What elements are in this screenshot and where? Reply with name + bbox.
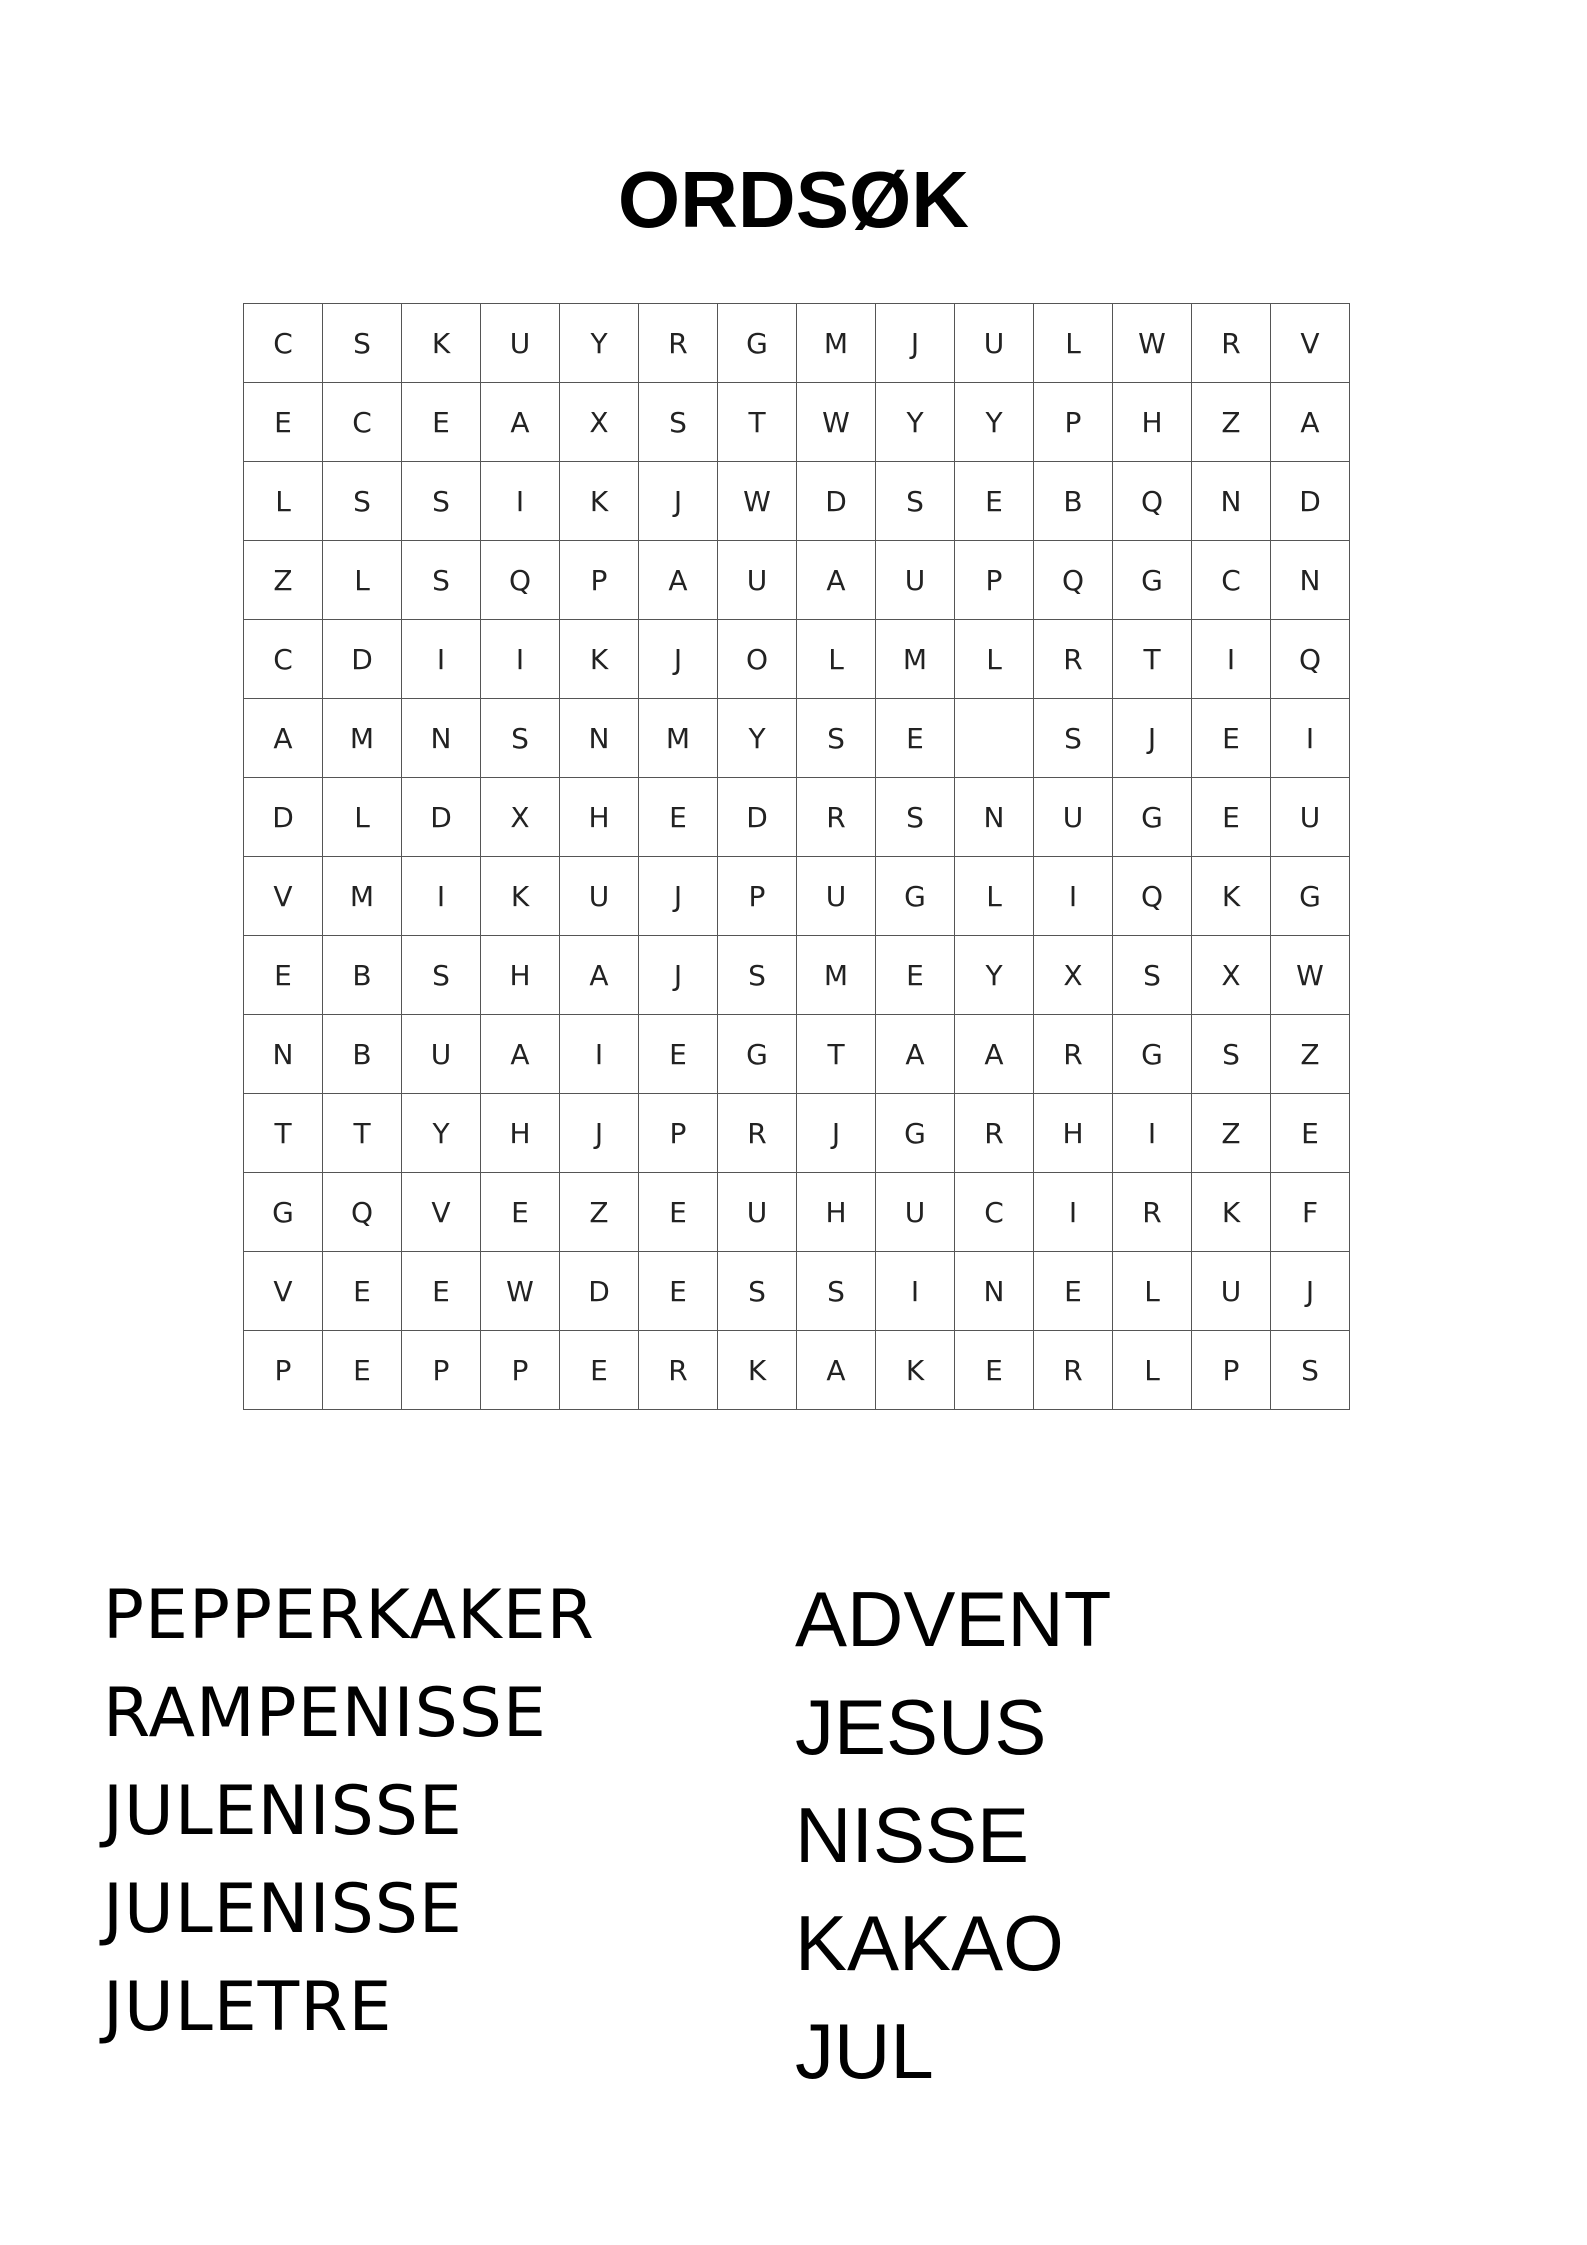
grid-cell[interactable]: E xyxy=(1192,778,1271,857)
grid-cell[interactable]: X xyxy=(481,778,560,857)
grid-cell[interactable]: M xyxy=(323,699,402,778)
grid-row xyxy=(244,620,1350,699)
grid-cell[interactable]: S xyxy=(718,936,797,1015)
grid-cell[interactable]: S xyxy=(639,383,718,462)
grid-cell[interactable]: B xyxy=(1034,462,1113,541)
grid-cell[interactable]: Z xyxy=(244,541,323,620)
grid-cell[interactable]: U xyxy=(718,541,797,620)
grid-cell[interactable]: D xyxy=(402,778,481,857)
grid-cell[interactable]: R xyxy=(797,778,876,857)
grid-cell[interactable]: E xyxy=(1192,699,1271,778)
grid-cell[interactable]: H xyxy=(1034,1094,1113,1173)
grid-cell[interactable]: A xyxy=(481,383,560,462)
word-list-right xyxy=(795,1565,1111,2105)
grid-cell[interactable]: E xyxy=(876,936,955,1015)
grid-cell[interactable]: Q xyxy=(1113,857,1192,936)
word-list-item: JESUS xyxy=(795,1683,1047,1771)
grid-row xyxy=(244,1173,1350,1252)
grid-cell[interactable]: J xyxy=(797,1094,876,1173)
grid-cell[interactable]: I xyxy=(1034,1173,1113,1252)
grid-cell[interactable]: X xyxy=(1192,936,1271,1015)
grid-cell[interactable]: Q xyxy=(481,541,560,620)
grid-cell[interactable]: U xyxy=(955,304,1034,383)
grid-cell[interactable]: S xyxy=(718,1252,797,1331)
grid-cell[interactable]: I xyxy=(402,857,481,936)
word-list-item: JULENISSE xyxy=(103,1772,463,1851)
grid-cell[interactable]: R xyxy=(1034,620,1113,699)
grid-cell[interactable]: V xyxy=(244,1252,323,1331)
grid-cell[interactable]: K xyxy=(1192,857,1271,936)
grid-cell[interactable]: A xyxy=(955,1015,1034,1094)
grid-cell[interactable]: T xyxy=(797,1015,876,1094)
word-list-item: NISSE xyxy=(795,1791,1030,1879)
grid-cell[interactable]: U xyxy=(718,1173,797,1252)
grid-cell[interactable]: A xyxy=(797,541,876,620)
grid-cell[interactable]: H xyxy=(1113,383,1192,462)
grid-cell[interactable]: J xyxy=(639,857,718,936)
grid-cell[interactable]: J xyxy=(560,1094,639,1173)
grid-cell[interactable]: Y xyxy=(876,383,955,462)
grid-cell[interactable]: R xyxy=(639,304,718,383)
word-list-item: JULENISSE xyxy=(103,1870,463,1949)
grid-cell[interactable]: J xyxy=(876,304,955,383)
grid-row xyxy=(244,857,1350,936)
grid-cell[interactable]: Z xyxy=(1192,1094,1271,1173)
grid-cell[interactable]: P xyxy=(244,1331,323,1410)
grid-cell[interactable]: R xyxy=(718,1094,797,1173)
grid-cell[interactable]: K xyxy=(1192,1173,1271,1252)
grid-cell[interactable]: H xyxy=(481,1094,560,1173)
grid-cell[interactable]: L xyxy=(323,778,402,857)
grid-cell[interactable]: N xyxy=(560,699,639,778)
grid-cell[interactable]: S xyxy=(1192,1015,1271,1094)
grid-cell[interactable]: O xyxy=(718,620,797,699)
grid-cell[interactable]: J xyxy=(639,936,718,1015)
grid-cell[interactable]: T xyxy=(1113,620,1192,699)
grid-cell[interactable]: M xyxy=(797,304,876,383)
grid-cell[interactable]: T xyxy=(718,383,797,462)
grid-cell[interactable]: H xyxy=(560,778,639,857)
grid-cell[interactable]: K xyxy=(560,462,639,541)
grid-cell[interactable]: S xyxy=(1034,699,1113,778)
grid-cell[interactable]: J xyxy=(1271,1252,1350,1331)
grid-row xyxy=(244,462,1350,541)
grid-cell[interactable]: E xyxy=(481,1173,560,1252)
grid-cell[interactable]: T xyxy=(323,1094,402,1173)
grid-cell[interactable]: D xyxy=(1271,462,1350,541)
grid-cell[interactable]: W xyxy=(718,462,797,541)
grid-cell[interactable]: L xyxy=(323,541,402,620)
grid-row xyxy=(244,778,1350,857)
grid-cell[interactable]: U xyxy=(1271,778,1350,857)
grid-cell[interactable]: Y xyxy=(955,936,1034,1015)
grid-cell[interactable]: K xyxy=(560,620,639,699)
grid-cell[interactable]: L xyxy=(1113,1331,1192,1410)
grid-row xyxy=(244,541,1350,620)
grid-cell[interactable]: C xyxy=(955,1173,1034,1252)
grid-cell[interactable]: Y xyxy=(560,304,639,383)
grid-cell[interactable]: M xyxy=(797,936,876,1015)
grid-cell[interactable]: N xyxy=(955,1252,1034,1331)
grid-cell[interactable]: W xyxy=(797,383,876,462)
grid-cell[interactable]: Q xyxy=(323,1173,402,1252)
grid-cell[interactable]: U xyxy=(797,857,876,936)
grid-cell[interactable]: Q xyxy=(1034,541,1113,620)
grid-cell[interactable]: W xyxy=(1113,304,1192,383)
grid-cell[interactable]: U xyxy=(560,857,639,936)
grid-cell[interactable]: E xyxy=(639,778,718,857)
grid-cell[interactable]: D xyxy=(244,778,323,857)
grid-row xyxy=(244,1094,1350,1173)
grid-cell[interactable]: S xyxy=(797,1252,876,1331)
grid-cell[interactable]: A xyxy=(797,1331,876,1410)
grid-cell[interactable]: G xyxy=(876,857,955,936)
grid-cell[interactable]: T xyxy=(244,1094,323,1173)
grid-row xyxy=(244,699,1350,778)
grid-cell[interactable]: U xyxy=(1192,1252,1271,1331)
grid-cell[interactable]: G xyxy=(244,1173,323,1252)
grid-cell[interactable]: R xyxy=(1113,1173,1192,1252)
grid-row xyxy=(244,936,1350,1015)
grid-cell[interactable]: R xyxy=(1034,1331,1113,1410)
grid-cell[interactable]: V xyxy=(244,857,323,936)
grid-cell[interactable]: E xyxy=(1034,1252,1113,1331)
grid-cell[interactable]: A xyxy=(1271,383,1350,462)
grid-cell[interactable]: P xyxy=(718,857,797,936)
grid-cell[interactable]: H xyxy=(481,936,560,1015)
grid-cell[interactable]: B xyxy=(323,1015,402,1094)
grid-cell[interactable]: U xyxy=(481,304,560,383)
grid-cell[interactable]: I xyxy=(402,620,481,699)
grid-cell[interactable]: S xyxy=(1271,1331,1350,1410)
grid-cell[interactable]: G xyxy=(1113,1015,1192,1094)
grid-cell[interactable]: S xyxy=(402,541,481,620)
grid-cell[interactable]: V xyxy=(1271,304,1350,383)
grid-cell[interactable]: N xyxy=(1271,541,1350,620)
grid-cell[interactable]: C xyxy=(244,304,323,383)
grid-cell[interactable]: E xyxy=(402,1252,481,1331)
grid-cell[interactable]: Z xyxy=(560,1173,639,1252)
grid-cell[interactable] xyxy=(955,699,1034,778)
grid-cell[interactable]: L xyxy=(244,462,323,541)
grid-row xyxy=(244,1252,1350,1331)
grid-cell[interactable]: G xyxy=(718,1015,797,1094)
grid-cell[interactable]: K xyxy=(402,304,481,383)
grid-cell[interactable]: V xyxy=(402,1173,481,1252)
grid-cell[interactable]: A xyxy=(481,1015,560,1094)
grid-cell[interactable]: A xyxy=(244,699,323,778)
grid-cell[interactable]: N xyxy=(244,1015,323,1094)
grid-cell[interactable]: W xyxy=(1271,936,1350,1015)
grid-cell[interactable]: Z xyxy=(1192,383,1271,462)
grid-cell[interactable]: G xyxy=(876,1094,955,1173)
grid-cell[interactable]: B xyxy=(323,936,402,1015)
grid-cell[interactable]: U xyxy=(402,1015,481,1094)
word-list-left xyxy=(103,1567,595,2057)
grid-cell[interactable]: J xyxy=(1113,699,1192,778)
grid-cell[interactable]: I xyxy=(1192,620,1271,699)
grid-cell[interactable]: F xyxy=(1271,1173,1350,1252)
grid-cell[interactable]: S xyxy=(402,936,481,1015)
word-list-item: RAMPENISSE xyxy=(103,1674,547,1753)
grid-cell[interactable]: I xyxy=(1271,699,1350,778)
grid-cell[interactable]: U xyxy=(1034,778,1113,857)
grid-cell[interactable]: S xyxy=(481,699,560,778)
word-list-item: JULETRE xyxy=(103,1968,393,2047)
grid-cell[interactable]: K xyxy=(876,1331,955,1410)
page-title: ORDSØK xyxy=(617,155,970,244)
grid-cell[interactable]: N xyxy=(955,778,1034,857)
grid-cell[interactable]: M xyxy=(639,699,718,778)
grid-cell[interactable]: Z xyxy=(1271,1015,1350,1094)
grid-cell[interactable]: D xyxy=(797,462,876,541)
grid-cell[interactable]: Q xyxy=(1271,620,1350,699)
grid-cell[interactable]: I xyxy=(560,1015,639,1094)
grid-row xyxy=(244,383,1350,462)
grid-cell[interactable]: Y xyxy=(402,1094,481,1173)
grid-cell[interactable]: R xyxy=(955,1094,1034,1173)
grid-cell[interactable]: I xyxy=(876,1252,955,1331)
grid-cell[interactable]: J xyxy=(639,462,718,541)
grid-cell[interactable]: S xyxy=(797,699,876,778)
grid-cell[interactable]: N xyxy=(1192,462,1271,541)
grid-cell[interactable]: E xyxy=(876,699,955,778)
grid-cell[interactable]: R xyxy=(639,1331,718,1410)
grid-cell[interactable]: L xyxy=(797,620,876,699)
word-search-grid xyxy=(243,303,1350,1410)
grid-cell[interactable]: I xyxy=(481,462,560,541)
grid-cell[interactable]: S xyxy=(402,462,481,541)
grid-cell[interactable]: E xyxy=(1271,1094,1350,1173)
grid-cell[interactable]: L xyxy=(1113,1252,1192,1331)
grid-row xyxy=(244,1331,1350,1410)
grid-cell[interactable]: P xyxy=(560,541,639,620)
grid-cell[interactable]: P xyxy=(955,541,1034,620)
grid-cell[interactable]: E xyxy=(402,383,481,462)
grid-cell[interactable]: X xyxy=(1034,936,1113,1015)
grid-cell[interactable]: U xyxy=(876,541,955,620)
grid-cell[interactable]: L xyxy=(955,620,1034,699)
grid-cell[interactable]: C xyxy=(244,620,323,699)
grid-cell[interactable]: P xyxy=(402,1331,481,1410)
grid-cell[interactable]: Y xyxy=(718,699,797,778)
grid-cell[interactable]: R xyxy=(1034,1015,1113,1094)
grid-cell[interactable]: C xyxy=(323,383,402,462)
grid-cell[interactable]: E xyxy=(323,1331,402,1410)
word-list-item: PEPPERKAKER xyxy=(103,1576,595,1655)
grid-cell[interactable]: E xyxy=(323,1252,402,1331)
grid-cell[interactable]: Y xyxy=(955,383,1034,462)
grid-cell[interactable]: K xyxy=(718,1331,797,1410)
grid-row xyxy=(244,304,1350,383)
grid-cell[interactable]: I xyxy=(1113,1094,1192,1173)
grid-cell[interactable]: G xyxy=(1113,778,1192,857)
grid-cell[interactable]: E xyxy=(639,1173,718,1252)
grid-cell[interactable]: D xyxy=(323,620,402,699)
grid-cell[interactable]: U xyxy=(876,1173,955,1252)
grid-cell[interactable]: S xyxy=(876,778,955,857)
grid-cell[interactable]: G xyxy=(1271,857,1350,936)
grid-cell[interactable]: P xyxy=(481,1331,560,1410)
grid-cell[interactable]: P xyxy=(1192,1331,1271,1410)
word-list-item: JUL xyxy=(795,2007,934,2095)
grid-cell[interactable]: S xyxy=(1113,936,1192,1015)
grid-cell[interactable]: D xyxy=(718,778,797,857)
grid-cell[interactable]: J xyxy=(639,620,718,699)
grid-cell[interactable]: M xyxy=(876,620,955,699)
grid-cell[interactable]: Q xyxy=(1113,462,1192,541)
grid-cell[interactable]: S xyxy=(323,462,402,541)
grid-cell[interactable]: W xyxy=(481,1252,560,1331)
grid-cell[interactable]: A xyxy=(560,936,639,1015)
grid-cell[interactable]: P xyxy=(1034,383,1113,462)
grid-cell[interactable]: E xyxy=(955,1331,1034,1410)
grid-cell[interactable]: E xyxy=(639,1252,718,1331)
grid-cell[interactable]: L xyxy=(1034,304,1113,383)
grid-cell[interactable]: E xyxy=(244,383,323,462)
grid-cell[interactable]: S xyxy=(876,462,955,541)
grid-cell[interactable]: E xyxy=(955,462,1034,541)
grid-cell[interactable]: S xyxy=(323,304,402,383)
word-list-item: KAKAO xyxy=(795,1899,1064,1987)
grid-cell[interactable]: I xyxy=(1034,857,1113,936)
grid-cell[interactable]: A xyxy=(876,1015,955,1094)
word-list-item: ADVENT xyxy=(795,1575,1112,1663)
grid-row xyxy=(244,1015,1350,1094)
grid-cell[interactable]: E xyxy=(639,1015,718,1094)
grid-cell[interactable]: P xyxy=(639,1094,718,1173)
grid-cell[interactable]: L xyxy=(955,857,1034,936)
grid-cell[interactable]: X xyxy=(560,383,639,462)
grid-cell[interactable]: G xyxy=(718,304,797,383)
grid-cell[interactable]: D xyxy=(560,1252,639,1331)
grid-cell[interactable]: A xyxy=(639,541,718,620)
grid-cell[interactable]: N xyxy=(402,699,481,778)
grid-cell[interactable]: R xyxy=(1192,304,1271,383)
grid-cell[interactable]: G xyxy=(1113,541,1192,620)
grid-cell[interactable]: I xyxy=(481,620,560,699)
grid-cell[interactable]: K xyxy=(481,857,560,936)
grid-cell[interactable]: E xyxy=(244,936,323,1015)
grid-cell[interactable]: M xyxy=(323,857,402,936)
grid-cell[interactable]: E xyxy=(560,1331,639,1410)
grid-cell[interactable]: C xyxy=(1192,541,1271,620)
grid-cell[interactable]: H xyxy=(797,1173,876,1252)
